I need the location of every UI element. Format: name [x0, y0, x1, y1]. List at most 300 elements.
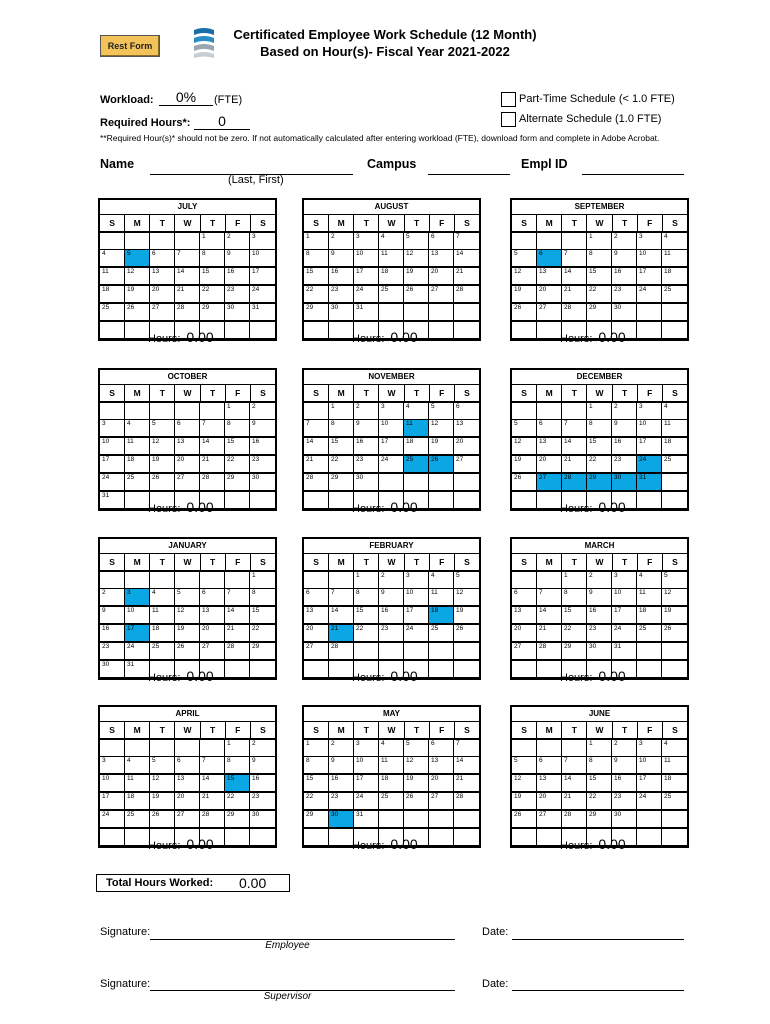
day-cell[interactable]: 19	[454, 607, 479, 625]
day-cell[interactable]	[379, 304, 404, 322]
day-cell[interactable]: 23	[329, 286, 354, 304]
day-cell[interactable]: 5	[150, 757, 175, 775]
day-cell[interactable]: 9	[225, 250, 250, 268]
day-cell[interactable]: 9	[100, 607, 125, 625]
day-cell[interactable]: 16	[250, 438, 275, 456]
day-cell[interactable]: 24	[250, 286, 275, 304]
day-cell[interactable]: 12	[429, 420, 454, 438]
day-cell[interactable]: 8	[587, 757, 612, 775]
day-cell[interactable]: 13	[150, 268, 175, 286]
day-cell[interactable]	[225, 322, 250, 339]
day-cell[interactable]: 17	[637, 438, 662, 456]
day-cell[interactable]	[200, 740, 225, 757]
day-cell[interactable]	[175, 403, 200, 420]
day-cell[interactable]: 30	[354, 474, 379, 492]
day-cell[interactable]: 10	[612, 589, 637, 607]
day-cell[interactable]: 2	[612, 740, 637, 757]
day-cell[interactable]: 5	[404, 233, 429, 250]
day-cell[interactable]: 22	[562, 625, 587, 643]
day-cell[interactable]: 17	[125, 625, 150, 643]
day-cell[interactable]	[454, 829, 479, 846]
day-cell[interactable]: 13	[429, 250, 454, 268]
day-cell[interactable]: 5	[429, 403, 454, 420]
day-cell[interactable]: 22	[225, 456, 250, 474]
day-cell[interactable]: 6	[537, 757, 562, 775]
day-cell[interactable]: 9	[354, 420, 379, 438]
day-cell[interactable]	[637, 811, 662, 829]
day-cell[interactable]: 9	[612, 250, 637, 268]
day-cell[interactable]: 27	[537, 304, 562, 322]
day-cell[interactable]: 29	[250, 643, 275, 661]
day-cell[interactable]: 29	[225, 474, 250, 492]
day-cell[interactable]: 15	[587, 438, 612, 456]
day-cell[interactable]	[662, 811, 687, 829]
day-cell[interactable]: 2	[250, 740, 275, 757]
day-cell[interactable]	[304, 322, 329, 339]
day-cell[interactable]: 7	[454, 233, 479, 250]
day-cell[interactable]: 16	[587, 607, 612, 625]
day-cell[interactable]: 6	[429, 233, 454, 250]
day-cell[interactable]: 17	[100, 793, 125, 811]
day-cell[interactable]: 25	[662, 793, 687, 811]
day-cell[interactable]: 27	[175, 811, 200, 829]
day-cell[interactable]: 12	[150, 438, 175, 456]
hours-value[interactable]: 0.00	[598, 499, 626, 515]
day-cell[interactable]	[429, 643, 454, 661]
day-cell[interactable]: 7	[562, 250, 587, 268]
day-cell[interactable]: 1	[587, 740, 612, 757]
day-cell[interactable]: 22	[250, 625, 275, 643]
day-cell[interactable]: 29	[587, 474, 612, 492]
day-cell[interactable]: 15	[304, 775, 329, 793]
day-cell[interactable]	[100, 572, 125, 589]
day-cell[interactable]	[662, 492, 687, 509]
day-cell[interactable]: 9	[250, 420, 275, 438]
day-cell[interactable]	[662, 474, 687, 492]
day-cell[interactable]: 26	[150, 474, 175, 492]
part-time-checkbox[interactable]	[501, 92, 516, 107]
day-cell[interactable]: 22	[225, 793, 250, 811]
day-cell[interactable]	[354, 643, 379, 661]
day-cell[interactable]: 2	[354, 403, 379, 420]
day-cell[interactable]	[454, 643, 479, 661]
day-cell[interactable]	[304, 661, 329, 678]
day-cell[interactable]	[537, 233, 562, 250]
day-cell[interactable]: 30	[225, 304, 250, 322]
day-cell[interactable]	[429, 829, 454, 846]
day-cell[interactable]: 12	[175, 607, 200, 625]
day-cell[interactable]: 10	[404, 589, 429, 607]
day-cell[interactable]: 14	[329, 607, 354, 625]
day-cell[interactable]: 14	[225, 607, 250, 625]
day-cell[interactable]: 25	[125, 811, 150, 829]
day-cell[interactable]: 11	[662, 250, 687, 268]
day-cell[interactable]: 5	[150, 420, 175, 438]
day-cell[interactable]: 2	[225, 233, 250, 250]
workload-field[interactable]: 0%	[159, 89, 213, 106]
day-cell[interactable]: 24	[379, 456, 404, 474]
day-cell[interactable]: 11	[637, 589, 662, 607]
day-cell[interactable]	[125, 233, 150, 250]
day-cell[interactable]: 28	[329, 643, 354, 661]
day-cell[interactable]	[512, 829, 537, 846]
day-cell[interactable]: 17	[100, 456, 125, 474]
day-cell[interactable]	[225, 492, 250, 509]
day-cell[interactable]: 16	[612, 438, 637, 456]
day-cell[interactable]: 31	[354, 811, 379, 829]
day-cell[interactable]: 5	[175, 589, 200, 607]
day-cell[interactable]: 15	[354, 607, 379, 625]
day-cell[interactable]: 13	[537, 438, 562, 456]
day-cell[interactable]: 14	[175, 268, 200, 286]
day-cell[interactable]	[200, 572, 225, 589]
day-cell[interactable]: 12	[662, 589, 687, 607]
day-cell[interactable]	[175, 572, 200, 589]
day-cell[interactable]: 13	[537, 268, 562, 286]
day-cell[interactable]: 14	[537, 607, 562, 625]
reset-form-button[interactable]: Rest Form	[100, 35, 160, 57]
day-cell[interactable]: 19	[404, 268, 429, 286]
day-cell[interactable]	[304, 572, 329, 589]
day-cell[interactable]: 4	[662, 233, 687, 250]
day-cell[interactable]: 19	[175, 625, 200, 643]
day-cell[interactable]: 3	[354, 233, 379, 250]
required-hours-field[interactable]: 0	[194, 113, 250, 130]
day-cell[interactable]: 4	[637, 572, 662, 589]
day-cell[interactable]: 6	[175, 757, 200, 775]
day-cell[interactable]: 20	[537, 286, 562, 304]
day-cell[interactable]: 7	[304, 420, 329, 438]
day-cell[interactable]: 28	[562, 811, 587, 829]
day-cell[interactable]: 25	[637, 625, 662, 643]
day-cell[interactable]: 20	[537, 793, 562, 811]
day-cell[interactable]: 26	[404, 793, 429, 811]
day-cell[interactable]	[125, 403, 150, 420]
day-cell[interactable]: 23	[354, 456, 379, 474]
day-cell[interactable]: 25	[429, 625, 454, 643]
day-cell[interactable]: 8	[587, 250, 612, 268]
day-cell[interactable]: 10	[354, 757, 379, 775]
day-cell[interactable]	[662, 829, 687, 846]
day-cell[interactable]: 3	[379, 403, 404, 420]
hours-value[interactable]: 0.00	[390, 329, 418, 345]
day-cell[interactable]	[175, 740, 200, 757]
day-cell[interactable]	[250, 661, 275, 678]
day-cell[interactable]: 18	[125, 456, 150, 474]
day-cell[interactable]: 1	[304, 740, 329, 757]
day-cell[interactable]	[250, 322, 275, 339]
day-cell[interactable]: 17	[354, 268, 379, 286]
day-cell[interactable]: 7	[200, 757, 225, 775]
day-cell[interactable]: 18	[125, 793, 150, 811]
day-cell[interactable]: 7	[454, 740, 479, 757]
day-cell[interactable]: 2	[379, 572, 404, 589]
day-cell[interactable]: 11	[125, 438, 150, 456]
day-cell[interactable]: 27	[150, 304, 175, 322]
day-cell[interactable]: 24	[404, 625, 429, 643]
day-cell[interactable]: 12	[512, 775, 537, 793]
day-cell[interactable]: 24	[637, 456, 662, 474]
day-cell[interactable]: 24	[100, 474, 125, 492]
day-cell[interactable]	[537, 829, 562, 846]
day-cell[interactable]: 21	[200, 793, 225, 811]
day-cell[interactable]: 29	[562, 643, 587, 661]
day-cell[interactable]: 29	[304, 811, 329, 829]
day-cell[interactable]: 6	[537, 250, 562, 268]
day-cell[interactable]: 1	[200, 233, 225, 250]
day-cell[interactable]: 1	[225, 740, 250, 757]
day-cell[interactable]	[304, 403, 329, 420]
day-cell[interactable]: 6	[512, 589, 537, 607]
day-cell[interactable]: 24	[612, 625, 637, 643]
alternate-checkbox[interactable]	[501, 112, 516, 127]
day-cell[interactable]: 21	[537, 625, 562, 643]
day-cell[interactable]	[537, 492, 562, 509]
employee-date-field[interactable]	[512, 926, 684, 940]
day-cell[interactable]: 26	[512, 474, 537, 492]
day-cell[interactable]: 19	[150, 456, 175, 474]
day-cell[interactable]: 26	[512, 811, 537, 829]
day-cell[interactable]: 28	[200, 474, 225, 492]
day-cell[interactable]: 1	[562, 572, 587, 589]
day-cell[interactable]: 13	[537, 775, 562, 793]
day-cell[interactable]: 20	[429, 268, 454, 286]
day-cell[interactable]: 18	[404, 438, 429, 456]
day-cell[interactable]: 11	[125, 775, 150, 793]
day-cell[interactable]: 12	[150, 775, 175, 793]
day-cell[interactable]	[379, 643, 404, 661]
day-cell[interactable]: 18	[637, 607, 662, 625]
day-cell[interactable]: 6	[150, 250, 175, 268]
day-cell[interactable]: 14	[454, 757, 479, 775]
day-cell[interactable]	[250, 492, 275, 509]
day-cell[interactable]	[637, 322, 662, 339]
day-cell[interactable]: 22	[587, 456, 612, 474]
day-cell[interactable]: 15	[250, 607, 275, 625]
day-cell[interactable]	[100, 829, 125, 846]
day-cell[interactable]: 23	[612, 456, 637, 474]
day-cell[interactable]: 6	[200, 589, 225, 607]
day-cell[interactable]: 21	[225, 625, 250, 643]
day-cell[interactable]	[125, 740, 150, 757]
day-cell[interactable]: 5	[404, 740, 429, 757]
day-cell[interactable]: 28	[200, 811, 225, 829]
day-cell[interactable]	[562, 233, 587, 250]
day-cell[interactable]: 21	[562, 793, 587, 811]
day-cell[interactable]	[379, 811, 404, 829]
day-cell[interactable]: 26	[454, 625, 479, 643]
day-cell[interactable]: 7	[200, 420, 225, 438]
day-cell[interactable]: 28	[454, 286, 479, 304]
day-cell[interactable]	[512, 492, 537, 509]
day-cell[interactable]: 30	[612, 304, 637, 322]
day-cell[interactable]: 19	[512, 286, 537, 304]
day-cell[interactable]: 11	[150, 607, 175, 625]
day-cell[interactable]: 28	[537, 643, 562, 661]
day-cell[interactable]: 25	[662, 456, 687, 474]
day-cell[interactable]: 17	[379, 438, 404, 456]
day-cell[interactable]: 1	[250, 572, 275, 589]
day-cell[interactable]: 8	[354, 589, 379, 607]
day-cell[interactable]: 2	[250, 403, 275, 420]
day-cell[interactable]: 17	[637, 775, 662, 793]
day-cell[interactable]: 16	[100, 625, 125, 643]
day-cell[interactable]: 12	[512, 438, 537, 456]
day-cell[interactable]: 26	[150, 811, 175, 829]
day-cell[interactable]	[225, 661, 250, 678]
day-cell[interactable]	[100, 322, 125, 339]
day-cell[interactable]: 4	[404, 403, 429, 420]
day-cell[interactable]: 1	[354, 572, 379, 589]
day-cell[interactable]: 9	[379, 589, 404, 607]
day-cell[interactable]	[304, 829, 329, 846]
day-cell[interactable]: 23	[612, 286, 637, 304]
day-cell[interactable]	[512, 740, 537, 757]
day-cell[interactable]: 6	[537, 420, 562, 438]
day-cell[interactable]: 5	[512, 757, 537, 775]
day-cell[interactable]: 13	[304, 607, 329, 625]
day-cell[interactable]: 24	[354, 286, 379, 304]
day-cell[interactable]	[329, 572, 354, 589]
day-cell[interactable]: 27	[454, 456, 479, 474]
day-cell[interactable]: 2	[612, 403, 637, 420]
day-cell[interactable]: 18	[379, 775, 404, 793]
day-cell[interactable]	[404, 474, 429, 492]
day-cell[interactable]: 2	[587, 572, 612, 589]
day-cell[interactable]: 18	[662, 268, 687, 286]
day-cell[interactable]	[100, 403, 125, 420]
day-cell[interactable]: 20	[429, 775, 454, 793]
day-cell[interactable]: 27	[537, 811, 562, 829]
day-cell[interactable]: 15	[304, 268, 329, 286]
day-cell[interactable]: 3	[250, 233, 275, 250]
day-cell[interactable]: 7	[537, 589, 562, 607]
day-cell[interactable]: 26	[662, 625, 687, 643]
day-cell[interactable]: 8	[225, 757, 250, 775]
day-cell[interactable]: 30	[329, 304, 354, 322]
day-cell[interactable]: 25	[379, 793, 404, 811]
day-cell[interactable]	[429, 661, 454, 678]
day-cell[interactable]: 11	[379, 757, 404, 775]
day-cell[interactable]: 15	[200, 268, 225, 286]
day-cell[interactable]: 19	[404, 775, 429, 793]
day-cell[interactable]: 17	[404, 607, 429, 625]
day-cell[interactable]: 3	[612, 572, 637, 589]
day-cell[interactable]: 22	[200, 286, 225, 304]
day-cell[interactable]: 6	[175, 420, 200, 438]
day-cell[interactable]: 13	[429, 757, 454, 775]
supervisor-date-field[interactable]	[512, 977, 684, 991]
day-cell[interactable]: 2	[329, 740, 354, 757]
day-cell[interactable]	[562, 740, 587, 757]
day-cell[interactable]: 2	[100, 589, 125, 607]
day-cell[interactable]: 14	[562, 268, 587, 286]
day-cell[interactable]	[512, 322, 537, 339]
day-cell[interactable]: 19	[662, 607, 687, 625]
day-cell[interactable]: 26	[404, 286, 429, 304]
supervisor-signature-field[interactable]	[150, 977, 455, 991]
day-cell[interactable]: 31	[100, 492, 125, 509]
day-cell[interactable]: 14	[200, 775, 225, 793]
day-cell[interactable]: 17	[637, 268, 662, 286]
day-cell[interactable]	[512, 403, 537, 420]
day-cell[interactable]: 31	[637, 474, 662, 492]
day-cell[interactable]: 23	[250, 793, 275, 811]
day-cell[interactable]: 28	[225, 643, 250, 661]
day-cell[interactable]: 7	[329, 589, 354, 607]
day-cell[interactable]: 12	[454, 589, 479, 607]
day-cell[interactable]	[329, 322, 354, 339]
day-cell[interactable]: 23	[329, 793, 354, 811]
day-cell[interactable]: 16	[329, 775, 354, 793]
employee-signature-field[interactable]	[150, 926, 455, 940]
day-cell[interactable]: 11	[404, 420, 429, 438]
day-cell[interactable]: 1	[304, 233, 329, 250]
day-cell[interactable]	[304, 492, 329, 509]
day-cell[interactable]: 15	[562, 607, 587, 625]
day-cell[interactable]: 4	[150, 589, 175, 607]
day-cell[interactable]	[637, 661, 662, 678]
day-cell[interactable]: 31	[354, 304, 379, 322]
day-cell[interactable]: 9	[612, 420, 637, 438]
day-cell[interactable]: 1	[587, 233, 612, 250]
day-cell[interactable]	[404, 643, 429, 661]
day-cell[interactable]: 23	[225, 286, 250, 304]
day-cell[interactable]: 21	[304, 456, 329, 474]
day-cell[interactable]: 19	[150, 793, 175, 811]
day-cell[interactable]	[150, 233, 175, 250]
day-cell[interactable]: 25	[100, 304, 125, 322]
day-cell[interactable]	[150, 403, 175, 420]
hours-value[interactable]: 0.00	[186, 668, 214, 684]
day-cell[interactable]: 25	[125, 474, 150, 492]
day-cell[interactable]: 16	[354, 438, 379, 456]
day-cell[interactable]	[454, 474, 479, 492]
day-cell[interactable]: 28	[562, 474, 587, 492]
day-cell[interactable]	[454, 304, 479, 322]
day-cell[interactable]	[125, 829, 150, 846]
day-cell[interactable]: 30	[329, 811, 354, 829]
day-cell[interactable]: 8	[250, 589, 275, 607]
day-cell[interactable]	[125, 322, 150, 339]
day-cell[interactable]	[637, 829, 662, 846]
day-cell[interactable]: 18	[150, 625, 175, 643]
day-cell[interactable]: 10	[354, 250, 379, 268]
day-cell[interactable]: 27	[200, 643, 225, 661]
day-cell[interactable]	[329, 829, 354, 846]
day-cell[interactable]: 4	[662, 740, 687, 757]
day-cell[interactable]: 6	[454, 403, 479, 420]
day-cell[interactable]: 30	[612, 811, 637, 829]
day-cell[interactable]: 19	[125, 286, 150, 304]
day-cell[interactable]: 3	[100, 420, 125, 438]
day-cell[interactable]: 4	[125, 757, 150, 775]
day-cell[interactable]: 11	[379, 250, 404, 268]
day-cell[interactable]: 8	[562, 589, 587, 607]
day-cell[interactable]: 24	[637, 286, 662, 304]
day-cell[interactable]: 20	[175, 456, 200, 474]
day-cell[interactable]: 29	[587, 304, 612, 322]
day-cell[interactable]: 21	[454, 268, 479, 286]
day-cell[interactable]: 21	[454, 775, 479, 793]
day-cell[interactable]: 28	[454, 793, 479, 811]
campus-field[interactable]	[428, 158, 510, 175]
hours-value[interactable]: 0.00	[390, 836, 418, 852]
day-cell[interactable]	[454, 811, 479, 829]
day-cell[interactable]: 31	[125, 661, 150, 678]
day-cell[interactable]: 16	[379, 607, 404, 625]
day-cell[interactable]: 30	[612, 474, 637, 492]
